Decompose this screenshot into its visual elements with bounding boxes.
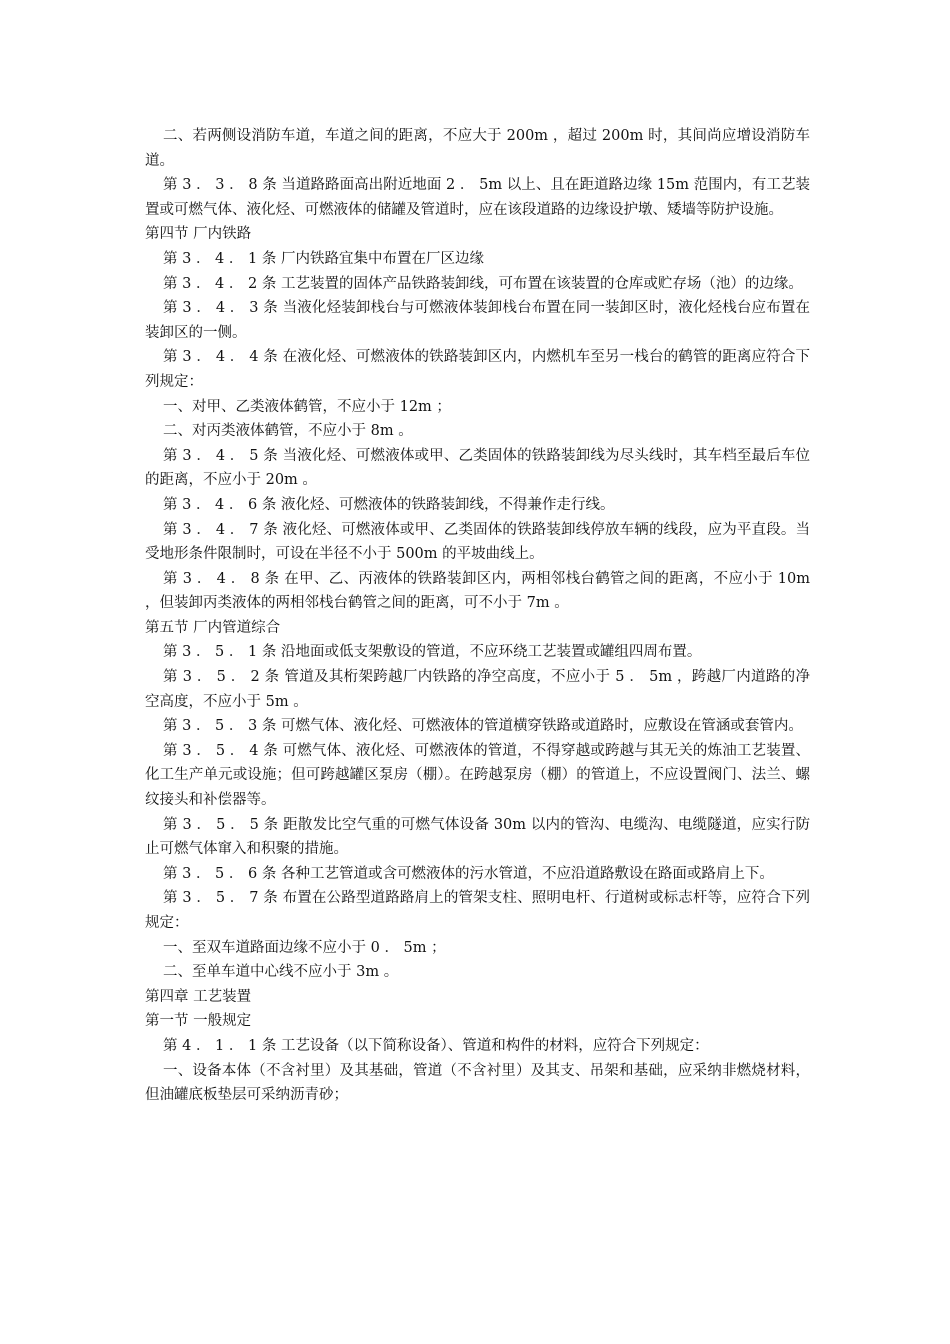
paragraph: 第 3 ． 4 ． 7 条 液化烃、可燃液体或甲、乙类固体的铁路装卸线停放车辆的线段，应为平直段。当受地形条件限制时，可设在半径不小于 500m 的平坡曲线上。 bbox=[145, 521, 810, 563]
section-heading: 第一节 一般规定 bbox=[145, 1013, 252, 1030]
paragraph: 一、设备本体（不含衬里）及其基础，管道（不含衬里）及其支、吊架和基础，应采纳非燃烧材料，但油罐底板垫层可采纳沥青砂； bbox=[145, 1062, 810, 1104]
paragraph: 第 3 ． 5 ． 5 条 距散发比空气重的可燃气体设备 30m 以内的管沟、电缆沟、电缆隧道，应实行防止可燃气体窜入和积聚的措施。 bbox=[145, 816, 810, 858]
document-body bbox=[145, 124, 810, 1108]
paragraph: 第 3 ． 5 ． 6 条 各种工艺管道或含可燃液体的污水管道，不应沿道路敷设在路面或路肩上下。 bbox=[163, 865, 774, 882]
paragraph: 第 3 ． 4 ． 4 条 在液化烃、可燃液体的铁路装卸区内，内燃机车至另一栈台的鹤管的距离应符合下列规定： bbox=[145, 349, 810, 390]
paragraph: 第 3 ． 5 ． 1 条 沿地面或低支架敷设的管道，不应环绕工艺装置或罐组四周布置。 bbox=[163, 644, 702, 661]
paragraph: 第 3 ． 4 ． 8 条 在甲、乙、丙液体的铁路装卸区内，两相邻栈台鹤管之间的距离，不应小于 10m ，但装卸丙类液体的两相邻栈台鹤管之间的距离，可不小于 7m 。 bbox=[145, 570, 810, 612]
paragraph: 第 3 ． 5 ． 2 条 管道及其桁架跨越厂内铁路的净空高度，不应小于 5 ． 5m ，跨越厂内道路的净空高度，不应小于 5m 。 bbox=[145, 669, 810, 710]
paragraph: 第 3 ． 4 ． 1 条 厂内铁路宜集中布置在厂区边缘 bbox=[163, 250, 484, 267]
paragraph: 第 3 ． 4 ． 2 条 工艺装置的固体产品铁路装卸线，可布置在该装置的仓库或贮存场（池）的边缘。 bbox=[163, 275, 803, 292]
paragraph: 第 3 ． 4 ． 6 条 液化烃、可燃液体的铁路装卸线，不得兼作走行线。 bbox=[163, 496, 615, 513]
paragraph: 第 3 ． 5 ． 7 条 布置在公路型道路路肩上的管架支柱、照明电杆、行道树或标志杆等，应符合下列规定： bbox=[145, 890, 810, 931]
paragraph: 第 3 ． 5 ． 3 条 可燃气体、液化烃、可燃液体的管道横穿铁路或道路时，应敷设在管涵或套管内。 bbox=[163, 718, 803, 735]
section-heading: 第四章 工艺装置 bbox=[145, 988, 252, 1005]
paragraph: 二、若两侧设消防车道，车道之间的距离，不应大于 200m ，超过 200m 时，其间尚应增设消防车道。 bbox=[145, 128, 810, 169]
paragraph: 第 3 ． 4 ． 5 条 当液化烃、可燃液体或甲、乙类固体的铁路装卸线为尽头线时，其车档至最后车位的距离，不应小于 20m 。 bbox=[145, 447, 810, 489]
paragraph: 二、至单车道中心线不应小于 3m 。 bbox=[163, 964, 399, 981]
paragraph: 一、对甲、乙类液体鹤管，不应小于 12m ； bbox=[163, 398, 451, 415]
paragraph: 二、对丙类液体鹤管，不应小于 8m 。 bbox=[163, 423, 413, 440]
section-heading: 第四节 厂内铁路 bbox=[145, 226, 252, 243]
section-heading: 第五节 厂内管道综合 bbox=[145, 619, 281, 636]
paragraph: 第 4 ． 1 ． 1 条 工艺设备（以下简称设备）、管道和构件的材料，应符合下列规定： bbox=[163, 1037, 709, 1054]
paragraph: 第 3 ． 4 ． 3 条 当液化烃装卸栈台与可燃液体装卸栈台布置在同一装卸区时，液化烃栈台应布置在装卸区的一侧。 bbox=[145, 300, 810, 341]
paragraph: 一、至双车道路面边缘不应小于 0 ． 5m ； bbox=[163, 939, 446, 956]
paragraph: 第 3 ． 5 ． 4 条 可燃气体、液化烃、可燃液体的管道，不得穿越或跨越与其无关的炼油工艺装置、化工生产单元或设施；但可跨越罐区泵房（棚）。在跨越泵房（棚）的管道上，不应设置阀门、法兰、螺纹接头和补偿器等。 bbox=[145, 742, 810, 809]
paragraph: 第 3 ． 3 ． 8 条 当道路路面高出附近地面 2 ． 5m 以上、且在距道路边缘 15m 范围内，有工艺装置或可燃气体、液化烃、可燃液体的储罐及管道时，应在该段道路的边缘设护墩、矮墙等防护设施。 bbox=[145, 177, 810, 218]
